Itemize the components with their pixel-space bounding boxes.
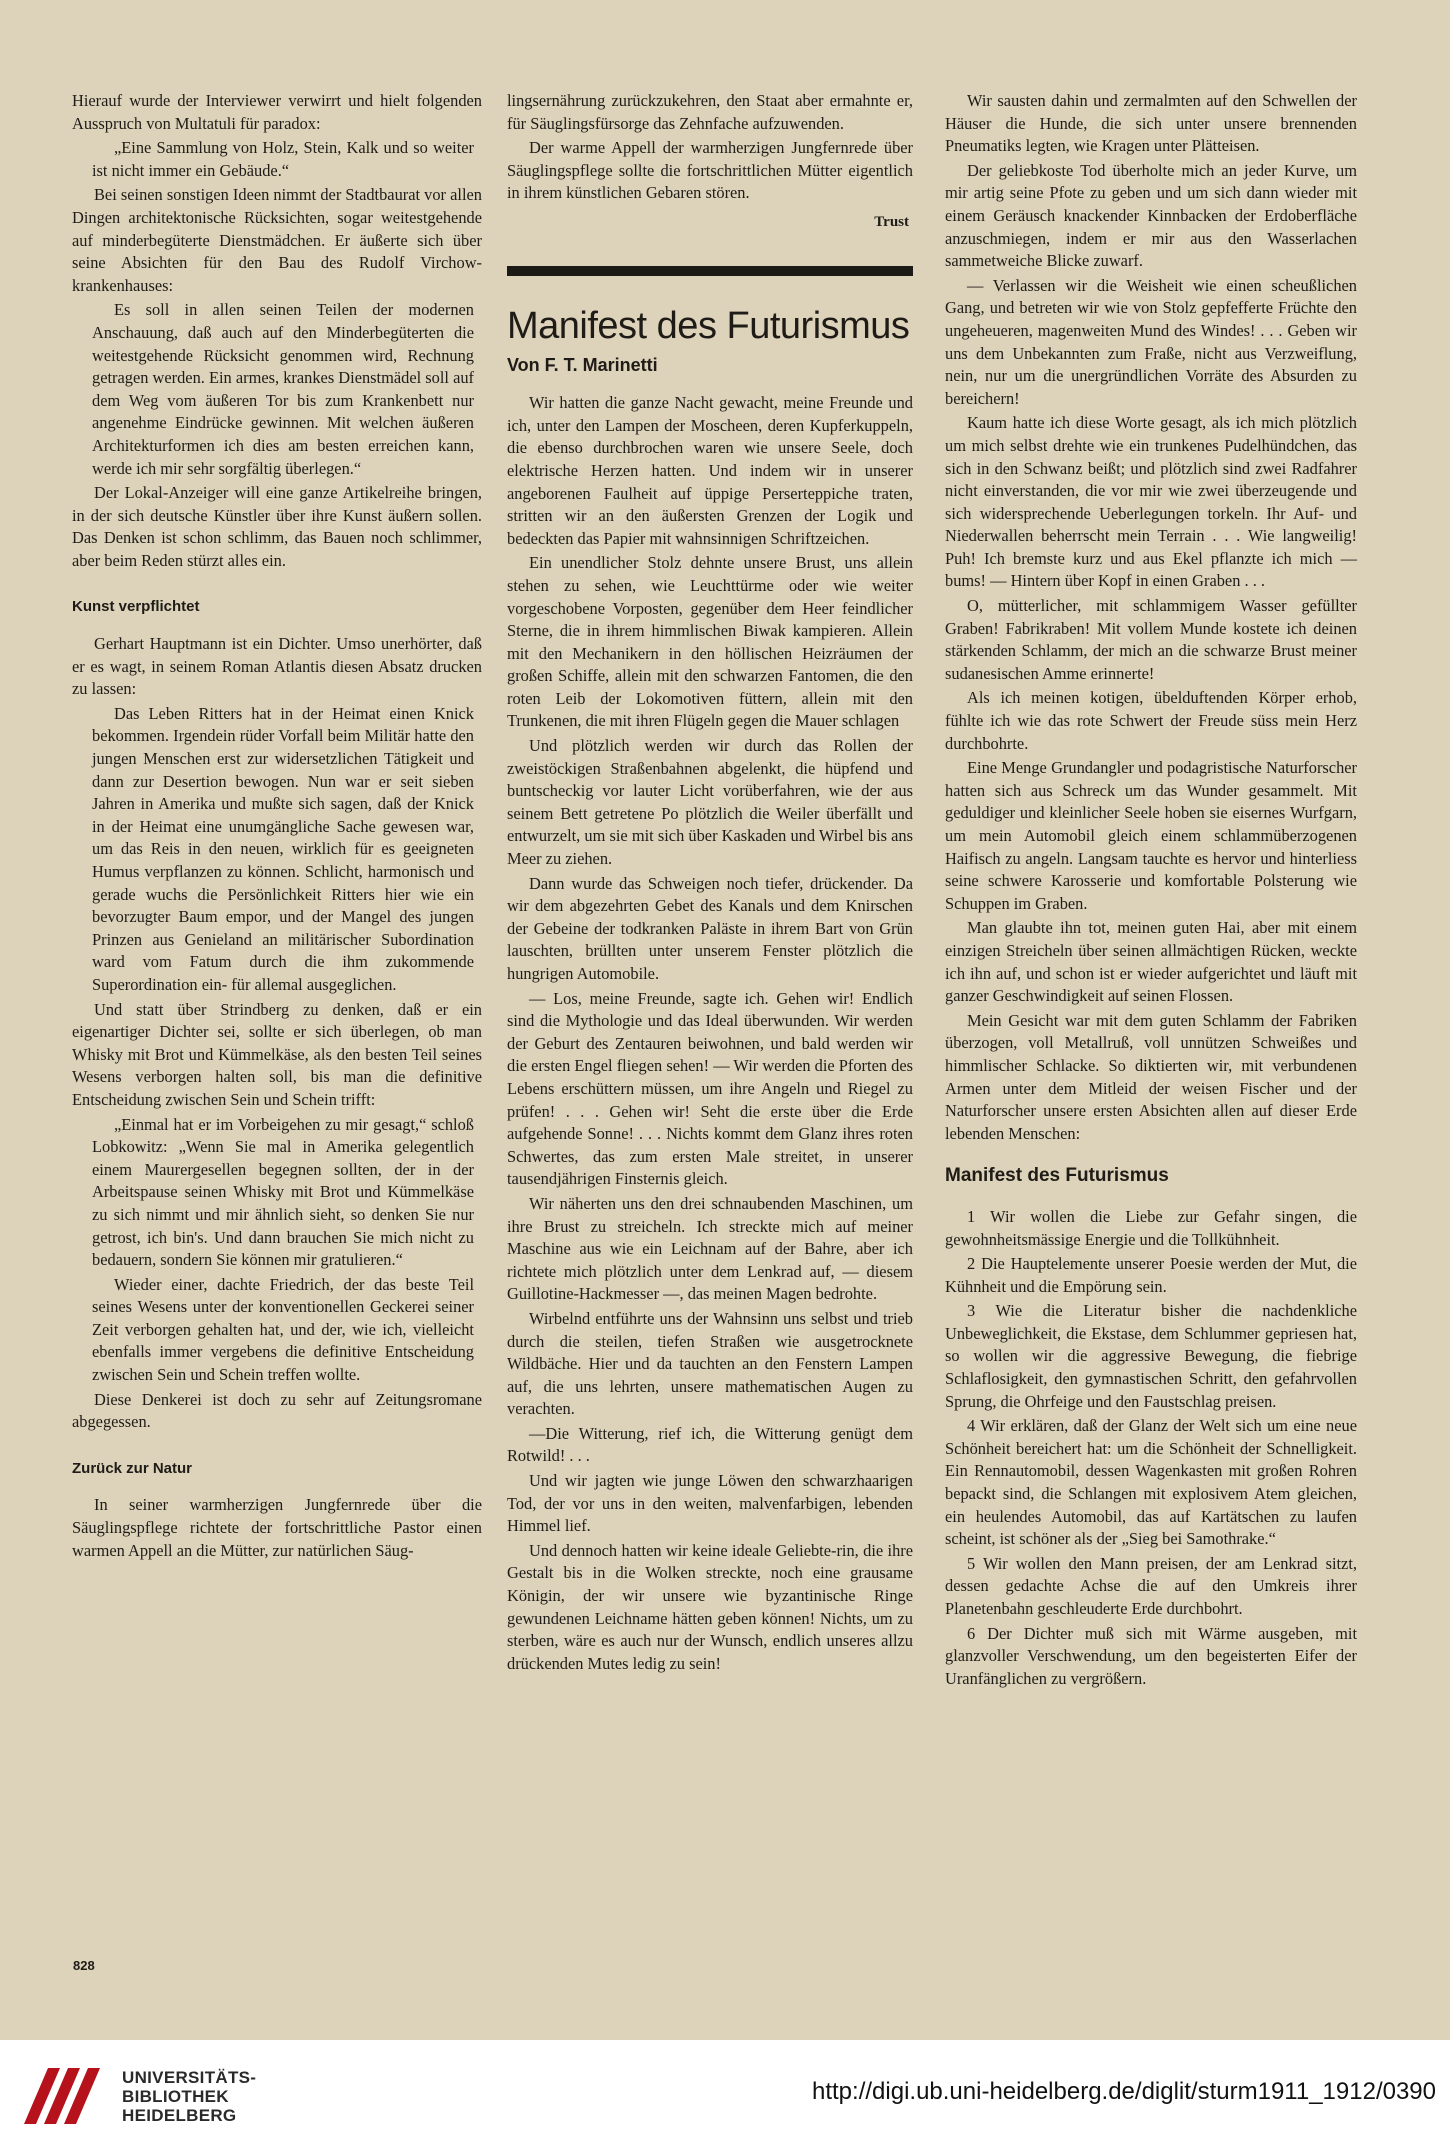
manifesto-point: 4 Wir erklären, daß der Glanz der Welt sich um eine neue Schönheit bereichert hat: um die Schönheit der Schnelligkeit. Ein Rennautomobil, dessen Wagenkasten mit großen Rohren bepackt sind, die Schlangen mit explosivem Atem gleichen, ein heulendes Automobil, das auf Kartätschen zu laufen scheint, ist schöner als der „Sieg bei Samothrake.“ [945,1416,1357,1549]
paragraph: — Los, meine Freunde, sagte ich. Gehen wir! Endlich sind die Mythologie und das Ideal überwunden. Wir werden der Geburt des Zentauren beiwohnen, und bald werden wir die ersten Engel fliegen sehen! — Wir werden die Pforten des Lebens erschüttern müssen, um ihre Angeln und Riegel zu prüfen! . . . Gehen wir! Seht die erste über die Erde aufgehende Sonne! . . . Nichts kommt dem Glanz ihres roten Schwertes, das zum ersten Male streitet, in unserer tausendjährigen Finsternis gleich. [507,988,913,1189]
paragraph: Bei seinen sonstigen Ideen nimmt der Stadtbaurat vor allen Dingen architektonische Rücksichten, sogar weitestgehende auf minderbegüterte Dienstmädchen. Er äußerte sich über seine Absichten für den Bau des Rudolf Virchow-krankenhauses: [72,185,482,295]
source-url-link[interactable]: http://digi.ub.uni-heidelberg.de/diglit/sturm1911_1912/0390 [812,2078,1436,2105]
manifesto-point: 2 Die Hauptelemente unserer Poesie werden der Mut, die Kühnheit und die Empörung sein. [945,1254,1357,1296]
paragraph: Wirbelnd entführte uns der Wahnsinn uns selbst und trieb durch die steilen, tiefen Straßen wie ausgetrocknete Wildbäche. Hier und da tauchten an den Fenstern Lampen auf, die uns lehrten, unsere mathematischen Augen zu verachten. [507,1308,913,1419]
page-number: 828 [73,1958,95,1973]
paragraph: In seiner warmherzigen Jungfernrede über die Säuglingspflege richtete der fortschrittliche Pastor einen warmen Appell an die Mütter, zur natürlichen Säug- [72,1495,482,1560]
university-library-logo-icon [18,2062,114,2130]
quote: „Eine Sammlung von Holz, Stein, Kalk und so weiter ist nicht immer ein Gebäude.“ [92,138,474,180]
paragraph: Mein Gesicht war mit dem guten Schlamm der Fabriken überzogen, voll Metallruß, voll unnützen Schweißes und himmlischer Schlacke. So diktierten wir, mit verbundenen Armen unter dem Mitleid der weisen Fischer und der Naturforscher unsere ersten Absichten allen auf dieser Erde lebenden Menschen: [945,1010,1357,1143]
paragraph: Und statt über Strindberg zu denken, daß er ein eigenartiger Dichter sei, sollte er sich überlegen, ob man Whisky mit Brot und Kümmelkäse, als den besten Teil seines Wesens verborgen halten soll, bis man die definitive Entscheidung zwischen Sein und Schein trifft: [72,999,482,1109]
section-heading: Zurück zur Natur [72,1459,193,1477]
quote: Es soll in allen seinen Teilen der modernen Anschauung, daß auch auf den Minderbegüterten die weitestgehende Rücksicht genommen wird, Rechnung getragen werden. Ein armes, krankes Dienstmädel soll auf dem Weg vom äußeren Tor bis zum Krankenbett nur angenehme Eindrücke gewinnen. Mit welchen äußeren Architekturformen ich dies am besten erreichen kann, werde ich mir sehr sorgfältig überlegen.“ [92,300,474,478]
quote: Das Leben Ritters hat in der Heimat einen Knick bekommen. Irgendein rüder Vorfall beim Militär hatte den jungen Menschen erst zur widersetzlichen Tätigkeit und dann zur Desertion bewogen. Nun war er seit sieben Jahren in Amerika und mußte sich sagen, daß der Knick in der Heimat eine unumgängliche Sache gewesen war, um das Reis in den neuen, wirklich für es geeigneten Humus verpflanzen zu können. Schlicht, harmonisch und gerade wuchs die Persönlichkeit Ritters hier wie ein bevorzugter Baum empor, und der Mangel des jungen Prinzen aus Genieland an militärischer Subordination ward vom Fatum durch die ihm zukommende Superordination ein- für allemal ausgeglichen. [92,703,474,994]
paragraph: O, mütterlicher, mit schlammigem Wasser gefüllter Graben! Fabrikraben! Mit vollem Munde kostete ich deinen stärkenden Schlamm, der mich an die schwarze Brust meiner sudanesischen Amme erinnerte! [945,596,1357,683]
article-byline: Von F. T. Marinetti [507,354,658,375]
paragraph: Gerhart Hauptmann ist ein Dichter. Umso unerhörter, daß er es wagt, in seinem Roman Atlantis diesen Absatz drucken zu lassen: [72,634,482,699]
paragraph: Wir näherten uns den drei schnaubenden Maschinen, um ihre Brust zu streicheln. Ich streckte mich auf meiner Maschine aus wie ein Leichnam auf der Bahre, aber ich richtete mich plötzlich unter dem Lenkrad auf, — diesem Guillotine-Hackmesser —, das meinen Magen bedrohte. [507,1193,913,1304]
paragraph: Eine Menge Grundangler und podagristische Naturforscher hatten sich aus Schreck um das Wunder gesammelt. Mit geduldiger und kleinlicher Seele hoben sie eisernes Wurfgarn, um mein Automobil gleich einem schlammüberzogenen Haifisch zu angeln. Langsam tauchte es hervor und hinterliess seine schwere Karosserie und komfortable Polsterung wie Schuppen im Graben. [945,758,1357,913]
library-name-line: UNIVERSITÄTS- [122,2068,257,2087]
paragraph: Und wir jagten wie junge Löwen den schwarzhaarigen Tod, der vor uns in den weiten, malvenfarbigen, lebenden Himmel lief. [507,1471,913,1536]
article-title: Manifest des Futurismus [507,304,910,347]
paragraph: Dann wurde das Schweigen noch tiefer, drückender. Da wir dem abgezehrten Gebet des Kanals und dem Knirschen der Gebeine der todkranken Paläste in ihrem Bart von Grün lauschten, brüllten unter unserem Fenster plötzlich die hungrigen Automobile. [507,873,913,983]
library-footer [0,2040,1450,2149]
divider-rule [507,266,913,276]
manifesto-point: 3 Wie die Literatur bisher die nachdenkliche Unbeweglichkeit, die Ekstase, dem Schlummer gepriesen hat, so wollen wir die aggressive Bewegung, die fiebrige Schlaflosigkeit, den gymnastischen Schritt, den gefahrvollen Sprung, die Ohrfeige und den Faustschlag preisen. [945,1301,1357,1411]
paragraph: Als ich meinen kotigen, übelduftenden Körper erhob, fühlte ich wie das rote Schwert der Freude süss mein Herz durchbohrte. [945,688,1357,753]
quote: „Einmal hat er im Vorbeigehen zu mir gesagt,“ schloß Lobkowitz: „Wenn Sie mal in Amerika gelegentlich einem Maurergesellen begegnen sollten, der in der Arbeitspause seinen Whisky mit Brot und Kümmelkäse zu sich nimmt und mir ähnlich sieht, so denken Sie nur getrost, ich bin's. Und dann brauchen Sie mich nicht zu bedauern, sondern Sie können mir gratulieren.“ [92,1114,474,1270]
section-heading: Kunst verpflichtet [72,598,200,616]
paragraph: Hierauf wurde der Interviewer verwirrt und hielt folgenden Ausspruch von Multatuli für paradox: [72,91,482,133]
column-middle [507,90,913,1677]
manifesto-point: 6 Der Dichter muß sich mit Wärme ausgeben, mit glanzvoller Verschwendung, um den begeisterten Eifer der Uranfänglichen zu vergrößern. [945,1623,1357,1688]
paragraph: Wir sausten dahin und zermalmten auf den Schwellen der Häuser die Hunde, die sich unter unsere brennenden Pneumatiks legten, wie Kragen unter Plätteisen. [945,91,1357,156]
library-name-line: HEIDELBERG [122,2106,237,2125]
library-name-line: BIBLIOTHEK [122,2087,229,2106]
paragraph: Der geliebkoste Tod überholte mich an jeder Kurve, um mir artig seine Pfote zu geben und um sich dann wieder mit einem Geräusch knackender Kinnbacken der Erdoberfläche anzuschmiegen, indem er mir aus den Wasserlachen sammetweiche Blicke zuwarf. [945,160,1357,271]
paragraph: Der warme Appell der warmherzigen Jungfernrede über Säuglingspflege sollte die fortschrittlichen Mütter eigentlich in ihrem künstlichen Gebaren stören. [507,138,913,203]
paragraph: — Verlassen wir die Weisheit wie einen scheußlichen Gang, und betreten wir wie von Stolz gepfefferte Früchte den ungeheueren, magenweiten Mund des Windes! . . . Geben wir uns dem Unbekannten zum Fraße, nicht aus Verzweiflung, nein, nur um die unergründlichen Vorräte des Absurden zu bereichern! [945,275,1357,408]
paragraph: Ein unendlicher Stolz dehnte unsere Brust, uns allein stehen zu sehen, wie Leuchttürme oder wie weiter vorgeschobene Vorposten, gegenüber dem Heer feindlicher Sterne, die in ihrem himmlischen Biwak kampieren. Allein mit den Mechanikern in den höllischen Heizräumen der großen Schiffe, allein mit den schwarzen Fantomen, die den roten Leib der Lokomotiven füttern, allein mit den Trunkenen, die mit ihren Flügeln gegen die Mauer schlagen [507,553,913,731]
manifesto-heading: Manifest des Futurismus [945,1165,1169,1187]
paragraph: Der Lokal-Anzeiger will eine ganze Artikelreihe bringen, in der sich deutsche Künstler über ihre Kunst äußern sollen. Das Denken ist schon schlimm, das Bauen noch schlimmer, aber beim Reden stürzt alles ein. [72,483,482,570]
column-left [72,90,482,1564]
paragraph: Und plötzlich werden wir durch das Rollen der zweistöckigen Straßenbahnen abgelenkt, die hüpfend und buntscheckig vor lauter Licht vorüberfahren, wie der aus seinem Bett getretene Po plötzlich die Weiler überfällt und entwurzelt, um sie mit sich über Kaskaden und Wirbel bis ans Meer zu ziehen. [507,736,913,869]
manifesto-point: 1 Wir wollen die Liebe zur Gefahr singen, die gewohnheitsmässige Energie und die Tollkühnheit. [945,1206,1357,1249]
paragraph: Kaum hatte ich diese Worte gesagt, als ich mich plötzlich um mich selbst drehte wie ein trunkenes Pudelhündchen, das sich in den Schwanz beißt; und plötzlich sind zwei Radfahrer nicht einverstanden, die vor mir wie zwei überzeugende und sich widersprechende Ueberlegungen torkeln. Ihr Auf- und Niederwallen beherrscht mein Terrain . . . Wie langweilig! Puh! Ich bremste kurz und aus Ekel pflanzte ich mich — bums! — Hintern über Kopf in einen Graben . . . [945,413,1357,591]
paragraph: Diese Denkerei ist doch zu sehr auf Zeitungsromane abgegessen. [72,1389,482,1432]
quote: Wieder einer, dachte Friedrich, der das beste Teil seines Wesens unter der konventionellen Geckerei seiner Zeit verborgen gehalten hat, und der, wie ich, vielleicht ebenfalls immer vergebens die definitive Entscheidung zwischen Sein und Schein treffen wollte. [92,1274,474,1385]
paragraph: Man glaubte ihn tot, meinen guten Hai, aber mit einem einzigen Streicheln über seinen allmächtigen Rücken, weckte ich ihn auf, und schon ist er wieder aufgerichtet und läuft mit ganzer Geschwindigkeit auf seinen Flossen. [945,918,1357,1006]
paragraph: Wir hatten die ganze Nacht gewacht, meine Freunde und ich, unter den Lampen der Moscheen, deren Kupferkuppeln, die ebenso durchbrochen waren wie unsere Seele, doch elektrische Herzen hatten. Und indem wir in unserer angeborenen Faulheit auf üppige Perserteppiche traten, stritten wir an den äußersten Grenzen der Logik und bedeckten das Papier mit wahnsinnigen Schriftzeichen. [507,393,913,548]
paragraph: lingsernährung zurückzukehren, den Staat aber ermahnte er, für Säuglingsfürsorge das Zehnfache aufzuwenden. [507,91,913,133]
column-right [945,90,1357,1692]
paragraph: Und dennoch hatten wir keine ideale Geliebte-rin, die ihre Gestalt bis in die Wolken streckte, noch eine grausame Königin, der wir unsere wie byzantinische Ringe gewundenen Leichname hätten geben können! Nichts, um zu sterben, wäre es auch nur der Wunsch, endlich unseres allzu drückenden Mutes ledig zu sein! [507,1540,913,1673]
paragraph: —Die Witterung, rief ich, die Witterung genügt dem Rotwild! . . . [507,1423,913,1466]
manifesto-point: 5 Wir wollen den Mann preisen, der am Lenkrad sitzt, dessen gedachte Achse die auf den Umkreis ihrer Planetenbahn geschleuderte Erde durchbohrt. [945,1553,1357,1618]
signature: Trust [874,213,909,230]
